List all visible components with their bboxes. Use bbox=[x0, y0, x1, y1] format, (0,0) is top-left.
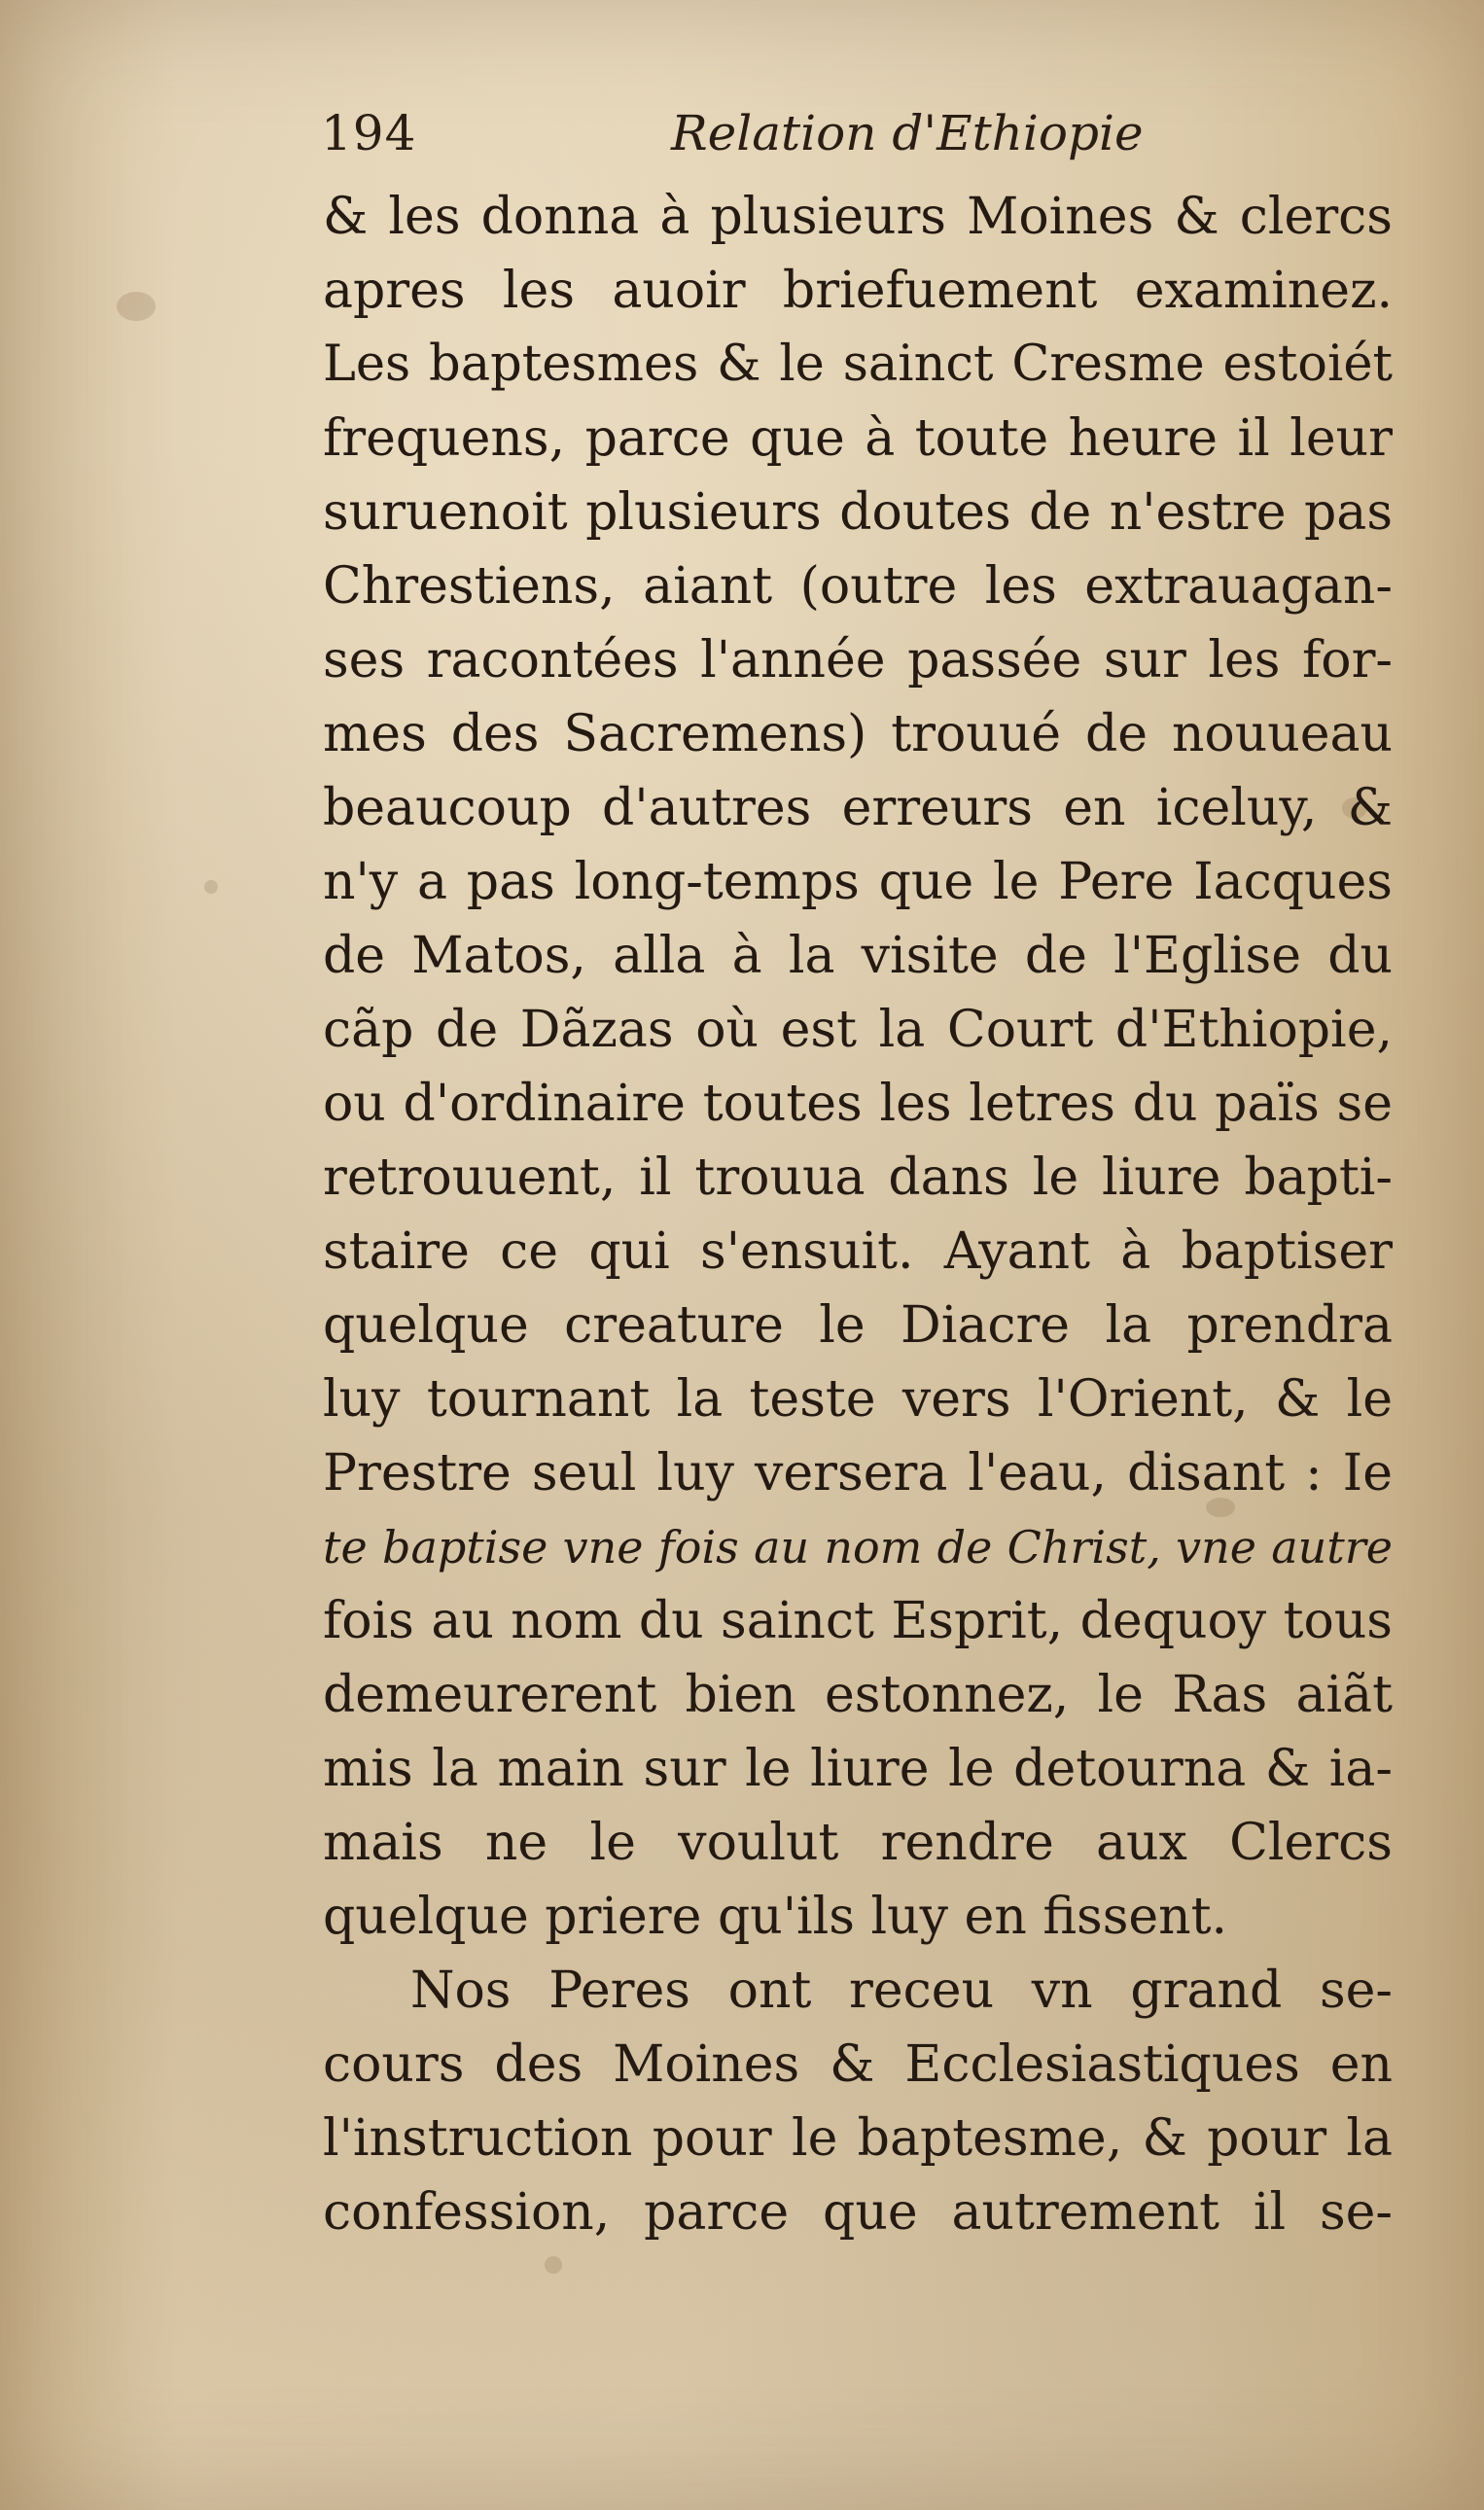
text-line: mes des Sacremens) trouué de nouueau bbox=[323, 705, 1393, 763]
text-line: cours des Moines & Ecclesiastiques en bbox=[323, 2035, 1393, 2094]
text-line: ou d'ordinaire toutes les letres du païs se bbox=[323, 1075, 1393, 1133]
text-line: retrouuent, il trouua dans le liure bapti- bbox=[323, 1149, 1393, 1207]
text-line: de Matos, alla à la visite de l'Eglise du bbox=[323, 927, 1393, 985]
page-number: 194 bbox=[321, 105, 417, 161]
text-line-italic: te baptise vne fois au nom de Christ, vne autre bbox=[323, 1521, 1393, 1573]
running-title: Relation d'Ethiopie bbox=[671, 105, 1144, 161]
text-line: staire ce qui s'ensuit. Ayant à baptiser bbox=[323, 1222, 1393, 1281]
text-line: apres les auoir briefuement examinez. bbox=[323, 262, 1393, 320]
body-text bbox=[323, 180, 1393, 2249]
text-line: fois au nom du sainct Esprit, dequoy tous bbox=[323, 1592, 1393, 1650]
text-line: confession, parce que autrement il se- bbox=[323, 2183, 1393, 2242]
text-line: ses racontées l'année passée sur les for- bbox=[323, 631, 1393, 689]
text-line: Chrestiens, aiant (outre les extrauagan- bbox=[323, 557, 1393, 616]
text-line: & les donna à plusieurs Moines & clercs bbox=[323, 188, 1393, 246]
text-line: l'instruction pour le baptesme, & pour la bbox=[323, 2109, 1393, 2168]
text-line: beaucoup d'autres erreurs en iceluy, & bbox=[323, 779, 1393, 837]
text-line: Prestre seul luy versera l'eau, disant : Ie bbox=[323, 1444, 1393, 1502]
page-header bbox=[321, 105, 1196, 173]
text-line: cãp de Dãzas où est la Court d'Ethiopie, bbox=[323, 1001, 1393, 1059]
paper-stain bbox=[117, 292, 156, 321]
text-line: mais ne le voulut rendre aux Clercs bbox=[323, 1814, 1393, 1872]
paper-stain bbox=[204, 880, 218, 894]
text-line: frequens, parce que à toute heure il leur bbox=[323, 409, 1393, 468]
text-line: Les baptesmes & le sainct Cresme estoiét bbox=[323, 336, 1393, 393]
text-line: n'y a pas long-temps que le Pere Iacques bbox=[323, 853, 1393, 911]
text-line: mis la main sur le liure le detourna & ia- bbox=[323, 1740, 1393, 1798]
text-line: suruenoit plusieurs doutes de n'estre pas bbox=[323, 483, 1393, 542]
text-line: quelque creature le Diacre la prendra bbox=[323, 1296, 1393, 1355]
text-line: quelque priere qu'ils luy en fissent. bbox=[323, 1888, 1228, 1946]
paper-stain bbox=[545, 2256, 562, 2274]
text-line-paragraph-start: Nos Peres ont receu vn grand se- bbox=[410, 1962, 1393, 2020]
text-line: demeurerent bien estonnez, le Ras aiãt bbox=[323, 1666, 1393, 1724]
text-line: luy tournant la teste vers l'Orient, & le bbox=[323, 1370, 1393, 1429]
